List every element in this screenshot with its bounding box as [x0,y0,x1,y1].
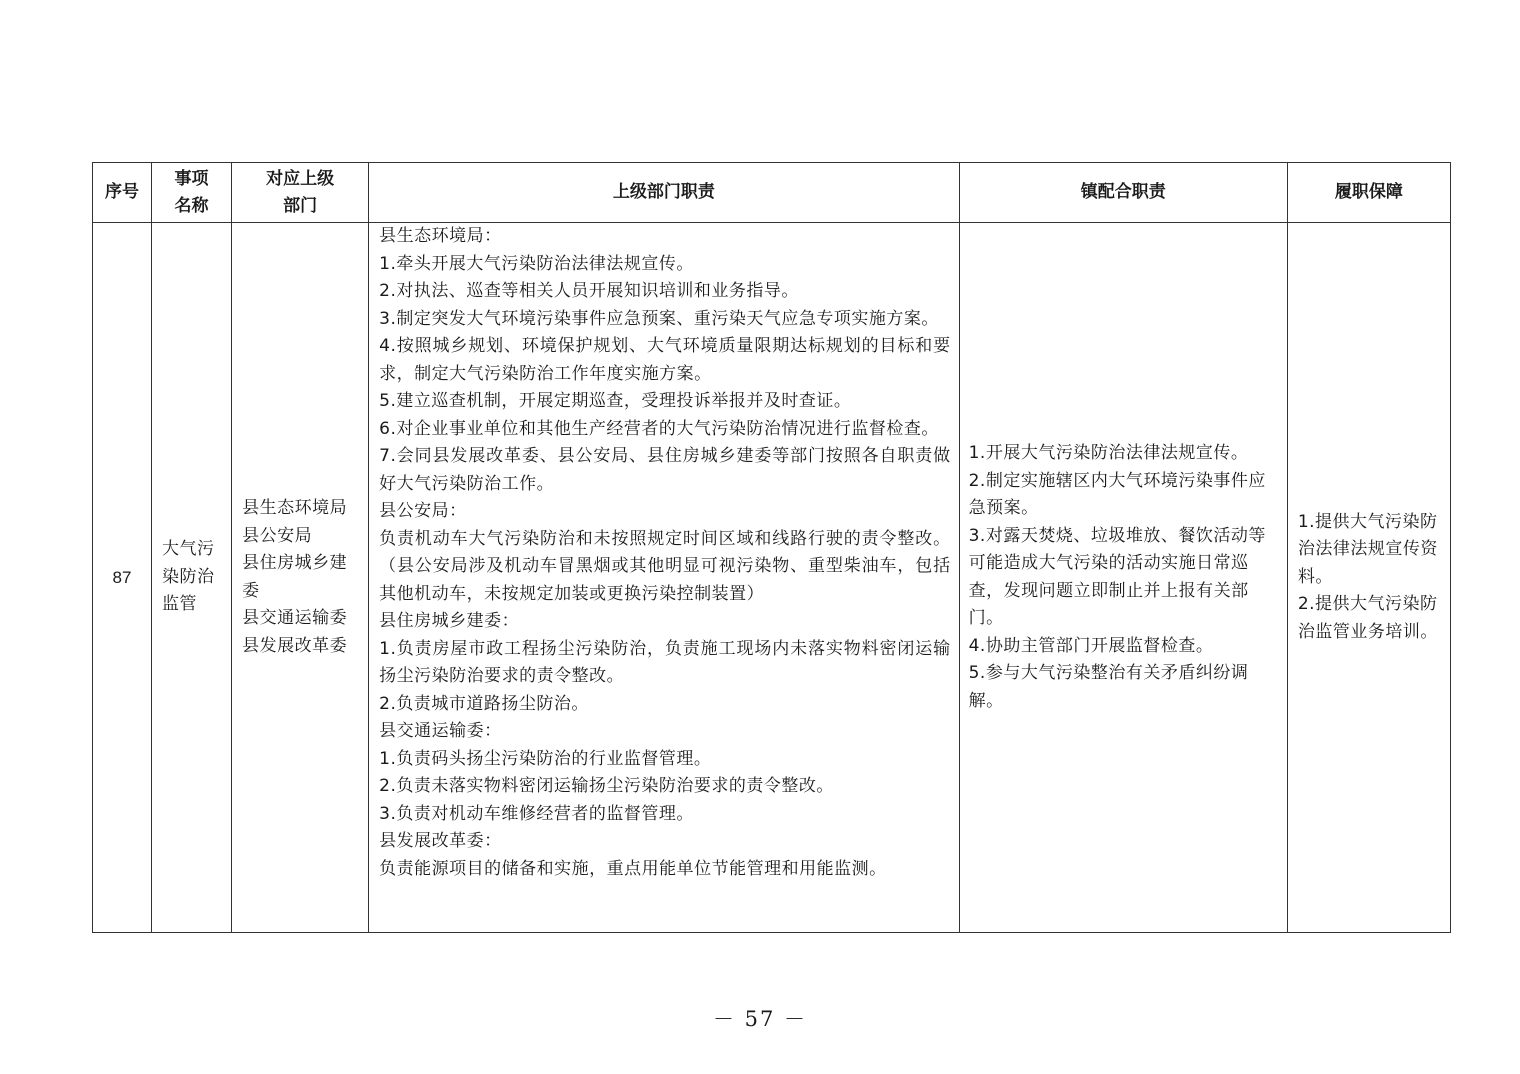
dept-item: 县公安局 [242,525,313,546]
town-duty-item: 2.制定实施辖区内大气环境污染事件应急预案。 [968,470,1266,518]
header-no: 序号 [93,163,152,223]
dept-cell [232,223,369,933]
header-dept-line: 部门 [283,195,318,216]
upper-duty-item: 3.负责对机动车维修经营者的监督管理。 [379,803,694,824]
guarantee-item: 2.提供大气污染防治监管业务培训。 [1297,594,1438,642]
dept-item: 县发展改革委 [242,635,348,656]
guarantee-cell [1287,223,1450,933]
upper-duties-text [369,223,958,883]
item-name-line: 染防治 [162,566,215,587]
upper-duty-item: 负责能源项目的储备和实施，重点用能单位节能管理和用能监测。 [379,858,887,879]
upper-duty-item: 2.负责城市道路扬尘防治。 [379,693,589,714]
upper-duty-item: 1.牵头开展大气污染防治法律法规宣传。 [379,253,694,274]
table-row [93,223,1451,933]
town-duties-text [960,440,1287,715]
dept-item: 县生态环境局 [242,498,348,518]
town-duty-item: 5.参与大气污染整治有关矛盾纠纷调解。 [968,663,1249,711]
header-dept [232,163,369,223]
dept-list [232,495,368,660]
header-name [152,163,232,223]
upper-duty-item: 1.负责房屋市政工程扬尘污染防治，负责施工现场内未落实物料密闭运输扬尘污染防治要求的责令整改。 [379,638,951,686]
item-name-line: 大气污 [162,539,215,560]
dept-item: 县交通运输委 [242,608,348,628]
header-guarantee: 履职保障 [1287,163,1450,223]
upper-duty-item: 6.对企业事业单位和其他生产经营者的大气污染防治情况进行监督检查。 [379,418,939,439]
header-town-duties: 镇配合职责 [959,163,1287,223]
upper-duty-item: 负责机动车大气污染防治和未按照规定时间区域和线路行驶的责令整改。（县公安局涉及机动车冒黑烟或其他明显可视污染物、重型柴油车，包括其他机动车，未按规定加装或更换污染控制装置） [379,528,951,604]
town-duty-item: 1.开展大气污染防治法律法规宣传。 [968,443,1249,463]
upper-duty-item: 2.对执法、巡查等相关人员开展知识培训和业务指导。 [379,281,799,301]
guarantee-text [1288,509,1450,647]
town-duty-item: 4.协助主管部门开展监督检查。 [968,635,1214,656]
item-name [152,536,231,619]
upper-duty-item: 4.按照城乡规划、环境保护规划、大气环境质量限期达标规划的目标和要求，制定大气污染防治工作年度实施方案。 [379,336,951,384]
header-upper-duties: 上级部门职责 [369,163,959,223]
duty-table [92,162,1451,933]
town-duty-item: 3.对露天焚烧、垃圾堆放、餐饮活动等可能造成大气污染的活动实施日常巡查，发现问题立即制止并上报有关部门。 [968,525,1266,628]
row-number: 87 [93,223,152,933]
upper-duty-item: 3.制定突发大气环境污染事件应急预案、重污染天气应急专项实施方案。 [379,308,939,329]
dept-item: 县住房城乡建 [242,553,348,573]
upper-duty-item: 县交通运输委： [379,721,502,741]
guarantee-item: 1.提供大气污染防治法律法规宣传资料。 [1297,511,1438,587]
upper-duty-item: 县生态环境局： [379,226,502,246]
upper-duty-item: 县住房城乡建委： [379,611,520,631]
upper-duties-clip [369,223,958,932]
header-name-line: 事项 [174,168,209,189]
upper-duty-item: 7.会同县发展改革委、县公安局、县住房城乡建委等部门按照各自职责做好大气污染防治工作。 [379,446,951,494]
header-dept-line: 对应上级 [266,168,335,189]
page-number: － 57 － [712,1007,808,1031]
item-name-line: 监管 [162,594,198,615]
header-name-line: 名称 [174,195,209,216]
upper-duty-item: 2.负责未落实物料密闭运输扬尘污染防治要求的责令整改。 [379,776,834,796]
upper-duty-item: 县发展改革委： [379,831,502,851]
table-header-row [93,163,1451,223]
upper-duty-item: 5.建立巡查机制，开展定期巡查，受理投诉举报并及时查证。 [379,391,852,411]
item-name-cell [152,223,232,933]
upper-duties-cell [369,223,959,933]
dept-item: 委 [242,580,260,601]
town-duties-cell [959,223,1287,933]
upper-duty-item: 1.负责码头扬尘污染防治的行业监督管理。 [379,748,712,769]
upper-duty-item: 县公安局： [379,501,467,521]
